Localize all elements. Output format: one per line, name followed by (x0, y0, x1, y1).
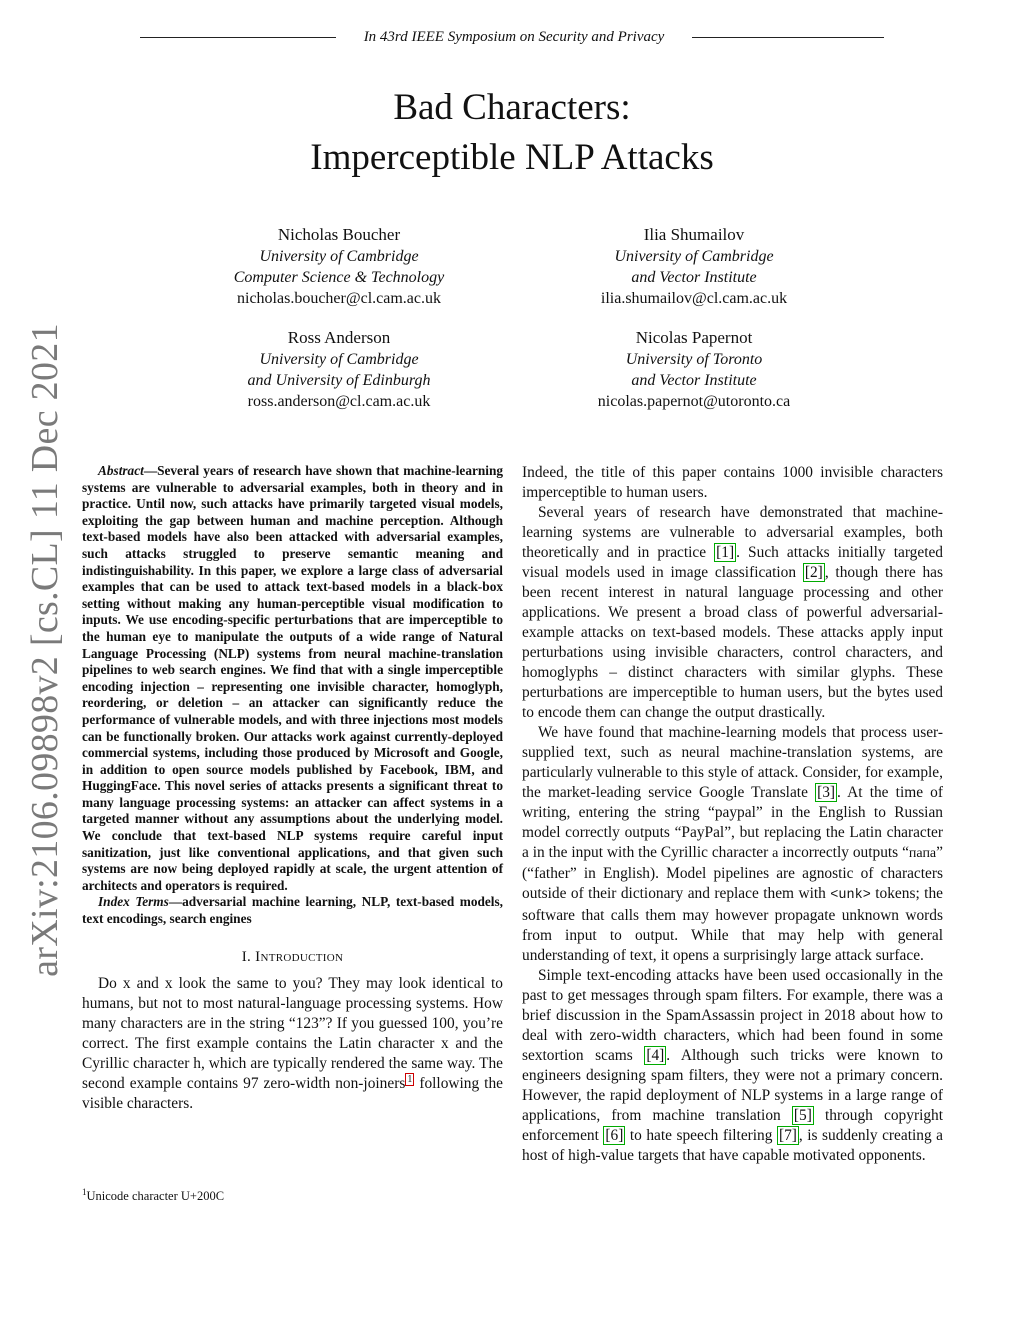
cyrillic-word: папа (908, 846, 937, 861)
footnote-text: Unicode character U+200C (86, 1189, 225, 1204)
right-column (522, 463, 943, 1166)
paragraph-text: Simple text-encoding attacks have been used occasionally in the past to get messages through spam filters. For example, there was a brief discussion in the SpamAssassin project in 2018 about how to deal with zero-width characters, which had been found in some sextortion scams (522, 967, 943, 1064)
author-name: Ilia Shumailov (643, 225, 745, 244)
section-heading (82, 949, 503, 966)
intro-paragraph (82, 974, 503, 1114)
paragraph-text: Several years of research have demonstrated that machine-learning systems are vulnerable to adversarial examples, both theoretically and in practice (522, 504, 943, 561)
arxiv-stamp: arXiv:2106.09898v2 [cs.CL] 11 Dec 2021 (24, 323, 66, 977)
intro-text: following the visible characters. (82, 1074, 503, 1112)
section-number: I. (241, 948, 256, 965)
paragraph-text: ” (“father” in English). Model pipelines are agnostic of characters outside of their dictionary and replace them with (522, 844, 943, 902)
author-affiliation: University of Cambridge (259, 248, 419, 265)
citation-link[interactable]: [4] (646, 1047, 665, 1064)
paragraph-text: incorrectly outputs “ (778, 844, 909, 861)
author-name: Nicolas Papernot (635, 328, 753, 347)
citation-link[interactable]: [5] (793, 1107, 812, 1124)
citation-link[interactable]: [1] (716, 544, 735, 561)
footnote-ref[interactable]: 1 (407, 1073, 413, 1085)
paragraph (522, 503, 943, 723)
paragraph-text: . Although such tricks were known to engineers designing spam filters, they were not a primary concern. However, the rapid deployment of NLP systems in a large range of applications, from machine translation (522, 1047, 943, 1124)
paragraph (522, 966, 943, 1166)
author-affiliation: University of Toronto (625, 351, 763, 368)
intro-text: Do x and x look the same to you? They may look identical to humans, but not to most natural-language processing systems. How many characters are in the string “123”? If you guessed 100, you’re correct. The first example contains the Latin character x and the Cyrillic character h, which are typically rendered the same way. The second example contains 97 zero-width non-joiners (82, 974, 503, 1092)
abstract (82, 463, 503, 894)
section-title: Introduction (255, 948, 344, 965)
author-affiliation-2: Computer Science & Technology (233, 269, 445, 286)
paragraph-text: Indeed, the title of this paper contains 1000 invisible characters imperceptible to human users. (522, 464, 943, 501)
left-column (82, 463, 503, 1114)
paragraph-text: . At the time of writing, entering the string “paypal” in the English to Russian model correctly outputs “PayPal”, but replacing the Latin character a in the input with the Cyrillic character (522, 784, 943, 861)
title-line-1: Bad Characters: (393, 87, 631, 128)
unk-token: <unk> (830, 888, 871, 903)
cyrillic-char: а (772, 846, 779, 861)
author-block (529, 224, 859, 309)
abstract-label: Abstract (98, 463, 144, 478)
paragraph (522, 723, 943, 966)
footnote-mark: 1 (82, 1187, 87, 1197)
paragraph-text: . Such attacks initially targeted visual models used in image classification (522, 544, 943, 581)
citation-link[interactable]: [3] (817, 784, 836, 801)
citation-link[interactable]: [6] (605, 1127, 624, 1144)
index-terms (82, 894, 503, 927)
author-name: Nicholas Boucher (277, 225, 401, 244)
header-rule-left (140, 37, 336, 38)
author-affiliation-2: and Vector Institute (631, 372, 757, 389)
paragraph (522, 463, 943, 503)
author-email[interactable]: nicolas.papernot@utoronto.ca (597, 393, 791, 410)
author-affiliation: University of Cambridge (614, 248, 774, 265)
title-line-2: Imperceptible NLP Attacks (310, 137, 714, 178)
venue-header (140, 26, 884, 48)
index-terms-text: —adversarial machine learning, NLP, text-based models, text encodings, search engines (82, 894, 503, 927)
author-email[interactable]: nicholas.boucher@cl.cam.ac.uk (237, 290, 441, 307)
paper-title (180, 83, 844, 183)
paragraph-text: , though there has been recent interest in natural language processing and other applications. We present a broad class of powerful adversarial-example attacks on text-based models. These attacks apply input perturbations using invisible characters, control characters, and homoglyphs – distinct characters with similar glyphs. These perturbations are imperceptible to human users, but the bytes used to encode them can change the output drastically. (522, 564, 944, 721)
paragraph-text: We have found that machine-learning models that process user-supplied text, such as neural machine-translation systems, are particularly vulnerable to this style of attack. Consider, for example, the market-leading service Google Translate (522, 724, 943, 801)
paragraph-text: tokens; the software that calls them may however propagate unknown words from input to output. While that may help with general understanding of text, it opens a surprisingly large attack surface. (522, 885, 943, 964)
abstract-text: —Several years of research have shown that machine-learning systems are vulnerable to adversarial examples, both in theory and in practice. Until now, such attacks have primarily targeted visual models, exploiting the gap between human and machine perception. Although text-based models have also been attacked with adversarial examples, such attacks struggled to preserve semantic meaning and indistinguishability. In this paper, we explore a large class of adversarial examples that can be used to attack text-based models in a black-box setting without making any human-perceptible visual modification to inputs. We use encoding-specific perturbations that are imperceptible to the human eye to manipulate the outputs of a wide range of Natural Language Processing (NLP) systems from neural machine-translation pipelines to web search engines. We find that with a single imperceptible encoding injection – representing one invisible character, homoglyph, reordering, or deletion – an attacker can significantly reduce the performance of vulnerable models, and with three injections most models can be functionally broken. Our attacks work against currently-deployed commercial systems, including those produced by Microsoft and Google, in addition to open source models published by Facebook, IBM, and HuggingFace. This novel series of attacks presents a significant threat to many language processing systems: an attacker can affect systems in a targeted manner without any assumptions about the underlying model. We conclude that text-based NLP systems require careful input sanitization, just like conventional applications, and that given such systems are now being deployed rapidly at scale, the urgent attention of architects and operators is required. (82, 463, 503, 893)
header-rule-right (692, 37, 884, 38)
author-email[interactable]: ilia.shumailov@cl.cam.ac.uk (600, 290, 788, 307)
paragraph-text: , is suddenly creating a host of high-value targets that have capable motivated opponents. (522, 1127, 943, 1164)
author-email[interactable]: ross.anderson@cl.cam.ac.uk (247, 393, 431, 410)
citation-link[interactable]: [7] (778, 1127, 797, 1144)
paragraph-text: through copyright enforcement (522, 1107, 944, 1144)
author-name: Ross Anderson (287, 328, 391, 347)
venue-text: In 43rd IEEE Symposium on Security and Privacy (363, 29, 665, 45)
author-block (174, 327, 504, 412)
author-affiliation: University of Cambridge (259, 351, 419, 368)
author-block (529, 327, 859, 412)
footnote (82, 1184, 503, 1204)
paragraph-text: to hate speech filtering (625, 1127, 777, 1144)
index-terms-label: Index Terms (98, 894, 169, 910)
author-block (174, 224, 504, 309)
author-affiliation-2: and University of Edinburgh (247, 372, 431, 389)
author-affiliation-2: and Vector Institute (631, 269, 757, 286)
citation-link[interactable]: [2] (804, 564, 823, 581)
